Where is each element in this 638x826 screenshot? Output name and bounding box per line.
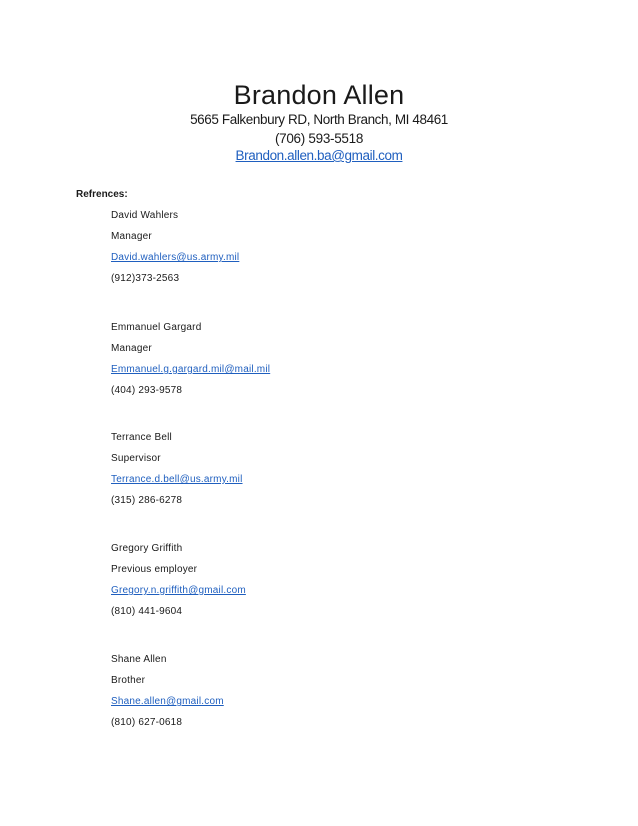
reference-phone: (315) 286-6278 xyxy=(111,495,183,506)
applicant-email-container xyxy=(0,148,638,163)
reference-title: Manager xyxy=(111,343,152,354)
reference-email-link[interactable]: David.wahlers@us.army.mil xyxy=(111,252,240,263)
references-heading: Refrences: xyxy=(76,189,128,200)
reference-phone: (404) 293-9578 xyxy=(111,385,183,396)
reference-phone: (810) 441-9604 xyxy=(111,606,183,617)
reference-name: Gregory Griffith xyxy=(111,543,183,554)
reference-email-link[interactable]: Gregory.n.griffith@gmail.com xyxy=(111,585,246,596)
reference-phone: (912)373-2563 xyxy=(111,273,180,284)
reference-name: David Wahlers xyxy=(111,210,179,221)
reference-title: Supervisor xyxy=(111,453,161,464)
reference-title: Previous employer xyxy=(111,564,198,575)
applicant-address: 5665 Falkenbury RD, North Branch, MI 48461 xyxy=(190,112,448,127)
reference-email-link[interactable]: Terrance.d.bell@us.army.mil xyxy=(111,474,243,485)
reference-title: Manager xyxy=(111,231,152,242)
applicant-name: Brandon Allen xyxy=(233,80,405,110)
applicant-email-link[interactable]: Brandon.allen.ba@gmail.com xyxy=(235,148,403,163)
reference-name: Emmanuel Gargard xyxy=(111,322,202,333)
reference-name: Shane Allen xyxy=(111,654,167,665)
reference-email-link[interactable]: Emmanuel.g.gargard.mil@mail.mil xyxy=(111,364,271,375)
reference-title: Brother xyxy=(111,675,146,686)
reference-name: Terrance Bell xyxy=(111,432,172,443)
applicant-phone: (706) 593-5518 xyxy=(274,131,364,146)
reference-email-link[interactable]: Shane.allen@gmail.com xyxy=(111,696,224,707)
reference-phone: (810) 627-0618 xyxy=(111,717,183,728)
